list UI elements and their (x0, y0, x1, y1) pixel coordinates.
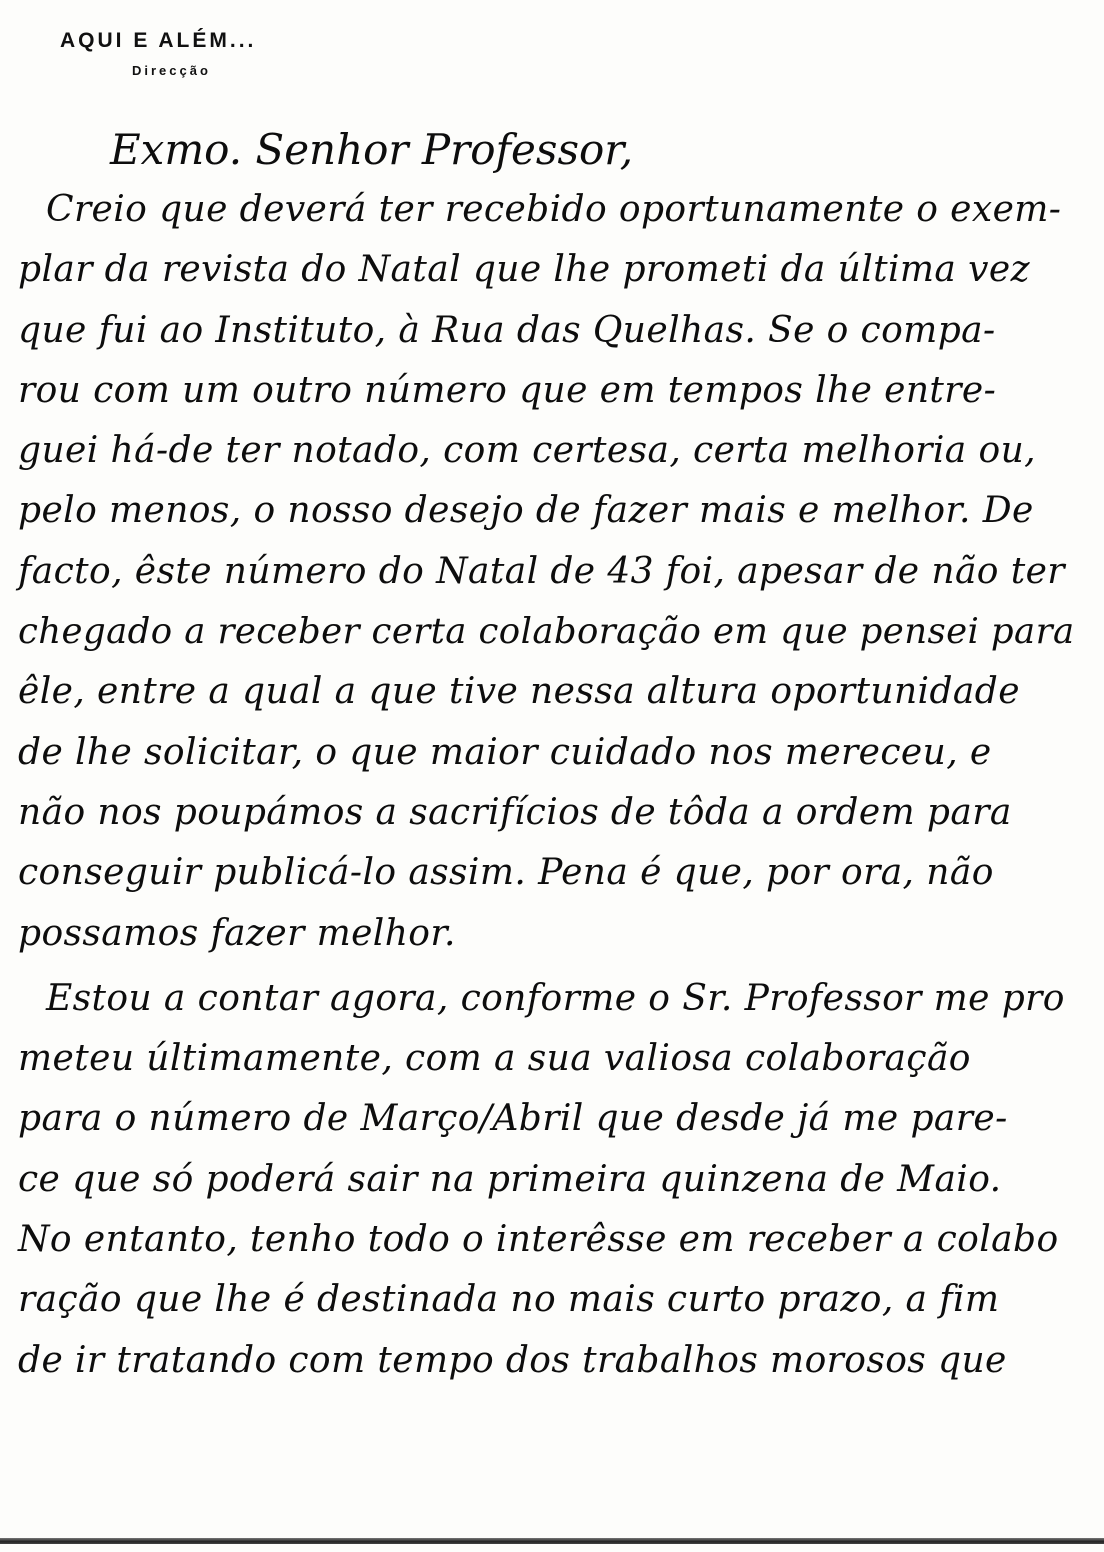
letter-line: êle, entre a qual a que tive nessa altura oportunidade (18, 671, 1020, 713)
letterhead-title: AQUI E ALÉM... (60, 29, 257, 52)
letter-line: pelo menos, o nosso desejo de fazer mais e melhor. De (18, 490, 1034, 532)
letterhead-subtitle: Direcção (132, 63, 211, 78)
letter-line: chegado a receber certa colaboração em que pensei para (18, 611, 1075, 653)
letter-line: para o número de Março/Abril que desde já me pare- (18, 1098, 1008, 1140)
letter-line: meteu últimamente, com a sua valiosa colaboração (18, 1038, 971, 1080)
scan-edge-divider (0, 1538, 1104, 1544)
salutation: Exmo. Senhor Professor, (110, 125, 634, 174)
letter-line: plar da revista do Natal que lhe prometi da última vez (18, 249, 1030, 291)
letter-line: Estou a contar agora, conforme o Sr. Professor me pro (46, 977, 1065, 1019)
letter-line: conseguir publicá-lo assim. Pena é que, por ora, não (18, 852, 994, 894)
letter-line: de lhe solicitar, o que maior cuidado nos mereceu, e (18, 731, 992, 773)
letter-line: ração que lhe é destinada no mais curto prazo, a fim (18, 1279, 1000, 1321)
handwritten-letter-body (18, 120, 1088, 1391)
letter-line: No entanto, tenho todo o interêsse em receber a colabo (18, 1219, 1059, 1261)
letter-line: ce que só poderá sair na primeira quinzena de Maio. (18, 1158, 1002, 1200)
letter-line: não nos poupámos a sacrifícios de tôda a ordem para (18, 791, 1012, 833)
letter-line: que fui ao Instituto, à Rua das Quelhas. Se o compa- (18, 309, 996, 351)
letter-line: facto, êste número do Natal de 43 foi, apesar de não ter (18, 550, 1065, 592)
letter-line: possamos fazer melhor. (18, 912, 456, 954)
letter-line: guei há-de ter notado, com certesa, certa melhoria ou, (18, 430, 1036, 472)
letterhead (60, 28, 460, 80)
letter-line: Creio que deverá ter recebido oportunamente o exem- (46, 189, 1062, 230)
letter-line: rou com um outro número que em tempos lhe entre- (18, 369, 997, 411)
letter-line: de ir tratando com tempo dos trabalhos morosos que (18, 1339, 1007, 1381)
